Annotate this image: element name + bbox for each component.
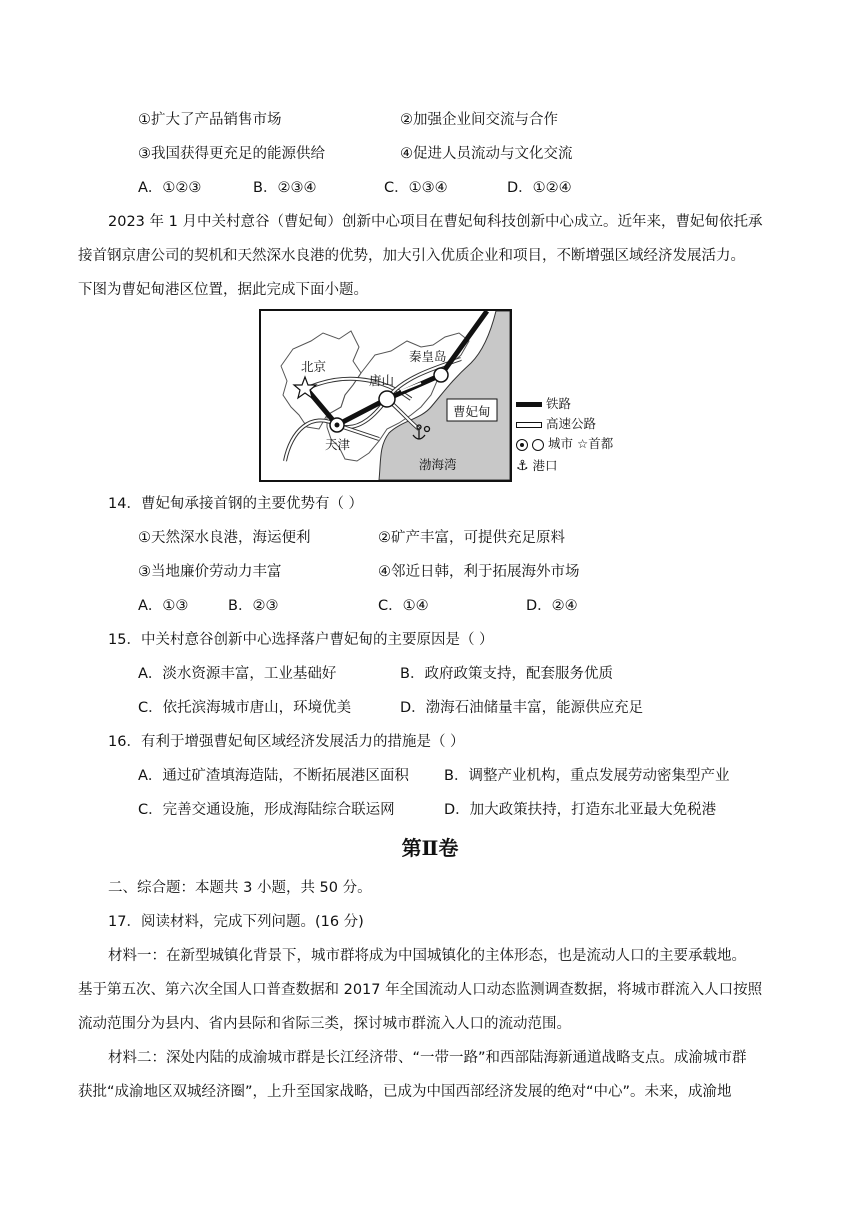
legend-city: 城市 (547, 436, 573, 451)
legend-anchor-icon: ⚓ (516, 458, 529, 474)
q15-choice-a: A．淡水资源丰富，工业基础好 (138, 666, 337, 682)
label-caofeidian: 曹妃甸 (453, 404, 491, 419)
section-heading: 二、综合题：本题共 3 小题，共 50 分。 (108, 880, 372, 896)
qinhuangdao-city (434, 368, 448, 382)
q15-choice-d: D．渤海石油储量丰富，能源供应充足 (400, 700, 644, 716)
legend-city-circle-icon (532, 439, 544, 451)
q14-choice-d: D．②④ (526, 598, 578, 614)
q14-choice-b: B．②③ (228, 598, 279, 614)
q17-stem: 17．阅读材料，完成下列问题。(16 分) (108, 914, 364, 930)
legend-highway-swatch (516, 422, 542, 428)
q14-item-4: ④邻近日韩，利于拓展海外市场 (378, 564, 580, 580)
legend-capital: 首都 (588, 436, 614, 451)
tangshan-city (379, 391, 395, 407)
q14-choice-c: C．①④ (378, 598, 429, 614)
legend-railway-swatch (516, 402, 542, 407)
q14-choice-a: A．①③ (138, 598, 189, 614)
material2-line-2: 获批“成渝地区双城经济圈”，上升至国家战略，已成为中国西部经济发展的绝对“中心”。未来，成渝地 (78, 1084, 732, 1100)
material1-line-1: 材料一：在新型城镇化背景下，城市群将成为中国城镇化的主体形态，也是流动人口的主要承载地。 (108, 948, 746, 964)
q13-item-2: ②加强企业间交流与合作 (400, 112, 558, 128)
q15-choice-c: C．依托滨海城市唐山，环境优美 (138, 700, 352, 716)
map-svg (261, 311, 510, 480)
q13-choice-d: D．①②④ (507, 180, 572, 196)
intro-line-1: 2023 年 1 月中关村意谷（曹妃甸）创新中心项目在曹妃甸科技创新中心成立。近年来，曹妃甸依托承 (108, 214, 763, 230)
q14-item-2: ②矿产丰富，可提供充足原料 (378, 530, 565, 546)
label-qinhuangdao: 秦皇岛 (409, 349, 447, 364)
intro-line-2: 接首钢京唐公司的契机和天然深水良港的优势，加大引入优质企业和项目，不断增强区域经济发展活力。 (78, 248, 745, 264)
label-bohai: 渤海湾 (419, 457, 457, 472)
legend-highway: 高速公路 (545, 416, 596, 431)
legend-city-dot-icon (516, 439, 528, 451)
q13-item-1: ①扩大了产品销售市场 (138, 112, 282, 128)
q15-choice-b: B．政府政策支持，配套服务优质 (400, 666, 613, 682)
tianjin-dot (335, 423, 340, 428)
material1-line-2: 基于第五次、第六次全国人口普查数据和 2017 年全国流动人口动态监测调查数据，将城市群流入人口按照 (78, 982, 763, 998)
caofeidian-map (259, 309, 512, 482)
q13-item-4: ④促进人员流动与文化交流 (400, 146, 573, 162)
q16-choice-b: B．调整产业机构，重点发展劳动密集型产业 (444, 768, 730, 784)
map-legend (516, 396, 646, 486)
q16-choice-d: D．加大政策扶持，打造东北亚最大免税港 (444, 802, 717, 818)
label-tangshan: 唐山 (369, 373, 395, 388)
q14-item-1: ①天然深水良港，海运便利 (138, 530, 311, 546)
q16-stem: 16．有利于增强曹妃甸区域经济发展活力的措施是（ ） (108, 734, 465, 750)
q16-choice-a: A．通过矿渣填海造陆，不断拓展港区面积 (138, 768, 409, 784)
q14-item-3: ③当地廉价劳动力丰富 (138, 564, 282, 580)
q13-choice-a: A．①②③ (138, 180, 202, 196)
section-title: 第Ⅱ卷 (401, 836, 459, 860)
label-tianjin: 天津 (325, 437, 351, 452)
q15-stem: 15．中关村意谷创新中心选择落户曹妃甸的主要原因是（ ） (108, 632, 494, 648)
label-beijing: 北京 (301, 359, 327, 374)
q16-choice-c: C．完善交通设施，形成海陆综合联运网 (138, 802, 395, 818)
legend-port: 港口 (532, 458, 558, 473)
q13-item-3: ③我国获得更充足的能源供给 (138, 146, 325, 162)
q14-stem: 14．曹妃甸承接首钢的主要优势有（ ） (108, 496, 364, 512)
material2-line-1: 材料二：深处内陆的成渝城市群是长江经济带、“一带一路”和西部陆海新通道战略支点。成渝城市群 (108, 1050, 747, 1066)
q13-choice-c: C．①③④ (384, 180, 448, 196)
material1-line-3: 流动范围分为县内、省内县际和省际三类，探讨城市群流入人口的流动范围。 (78, 1016, 571, 1032)
q13-choice-b: B．②③④ (253, 180, 317, 196)
legend-star-icon: ☆ (576, 436, 589, 451)
intro-line-3: 下图为曹妃甸港区位置，据此完成下面小题。 (78, 282, 368, 298)
legend-railway: 铁路 (545, 396, 571, 411)
